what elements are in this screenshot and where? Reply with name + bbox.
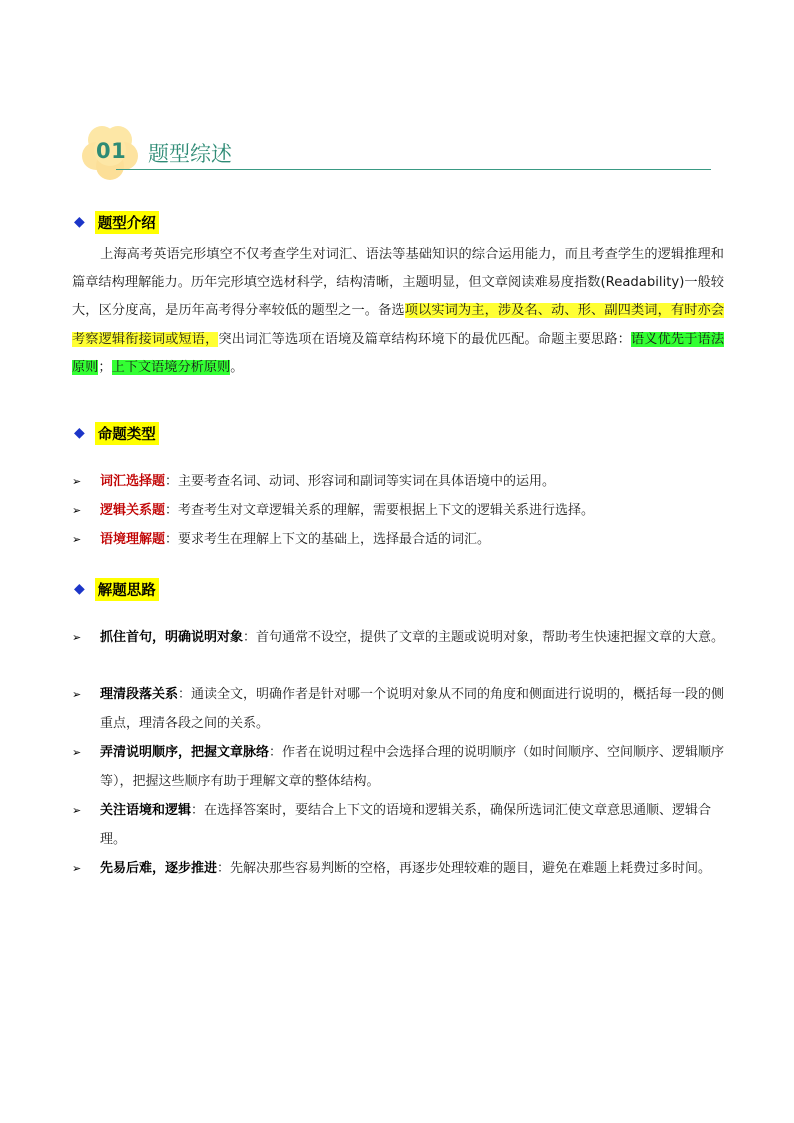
list-item-term: 先易后难，逐步推进 [100,861,218,876]
list-item [72,468,737,497]
list-item-term: 词汇选择题 [100,474,166,489]
intro-text-1: 上海高考英语完形填空不仅考查学生对词汇、语法等基础知识的综合运用能力，而且考查学生的逻辑推理和篇章结构理解能力。历年完形填空选材科学，结构清晰，主题明显，但文章阅读难易度指数(Readability)一般较大，区分度高，是历年高考得分率较低的题型之一。备选 [72,247,724,319]
intro-highlight-2: 语义优先于语法原则 [72,331,725,375]
intro-highlight-3: 上下文语境分析原则 [111,359,231,375]
list-item [72,797,737,854]
arrow-bullet-icon: ➢ [72,688,82,701]
arrow-bullet-icon: ➢ [72,746,82,759]
list-item-term: 理清段落关系 [100,687,179,702]
arrow-bullet-icon: ➢ [72,504,82,517]
list-item-term: 语境理解题 [100,532,166,547]
section-header [80,122,720,182]
list-item [72,681,737,738]
section-title: 题型综述 [148,142,232,166]
heading-strategy-label: 解题思路 [95,578,159,601]
arrow-bullet-icon: ➢ [72,862,82,875]
arrow-bullet-icon: ➢ [72,475,82,488]
diamond-bullet-icon: ◆ [74,214,85,230]
list-item-desc: ：要求考生在理解上下文的基础上，选择最合适的词汇。 [165,532,491,547]
heading-strategy [74,578,159,600]
list-item-desc: ：考查考生对文章逻辑关系的理解，需要根据上下文的逻辑关系进行选择。 [165,503,595,518]
arrow-bullet-icon: ➢ [72,533,82,546]
arrow-bullet-icon: ➢ [72,804,82,817]
list-item [72,526,737,555]
heading-intro [74,211,159,233]
diamond-bullet-icon: ◆ [74,581,85,597]
heading-types [74,422,159,444]
list-item-term: 逻辑关系题 [100,503,166,518]
header-divider [116,169,711,170]
intro-highlight-1: 项以实词为主，涉及名、动、形、副四类词，有时亦会考察逻辑衔接词或短语， [72,303,725,347]
list-item [72,739,737,796]
list-item-desc: ：作者在说明过程中会选择合理的说明顺序（如时间顺序、空间顺序、逻辑顺序等），把握这些顺序有助于理解文章的整体结构。 [100,745,725,789]
intro-text-3: ； [98,359,112,375]
heading-intro-label: 题型介绍 [95,211,159,234]
heading-types-label: 命题类型 [95,422,159,445]
list-item-desc: ：在选择答案时，要结合上下文的语境和逻辑关系，确保所选词汇使文章意思通顺、逻辑合理。 [100,803,712,847]
intro-text-4: 。 [230,359,244,375]
list-item-desc: ：主要考查名词、动词、形容词和副词等实词在具体语境中的运用。 [165,474,556,489]
list-item [72,497,737,526]
list-item-term: 关注语境和逻辑 [100,803,192,818]
list-item-term: 抓住首句，明确说明对象 [100,630,244,645]
arrow-bullet-icon: ➢ [72,631,82,644]
list-item-term: 弄清说明顺序，把握文章脉络 [100,745,270,760]
list-item-desc: ：先解决那些容易判断的空格，再逐步处理较难的题目，避免在难题上耗费过多时间。 [217,861,712,876]
section-number: 01 [96,139,127,163]
diamond-bullet-icon: ◆ [74,425,85,441]
intro-paragraph [72,241,724,382]
list-item [72,624,737,653]
list-item-desc: ：首句通常不设空，提供了文章的主题或说明对象，帮助考生快速把握文章的大意。 [243,630,725,645]
intro-text-2: 突出词汇等选项在语境及篇章结构环境下的最优匹配。命题主要思路： [218,331,631,347]
list-item-desc: ：通读全文，明确作者是针对哪一个说明对象从不同的角度和侧面进行说明的，概括每一段的侧重点，理清各段之间的关系。 [100,687,725,731]
list-item [72,855,737,884]
